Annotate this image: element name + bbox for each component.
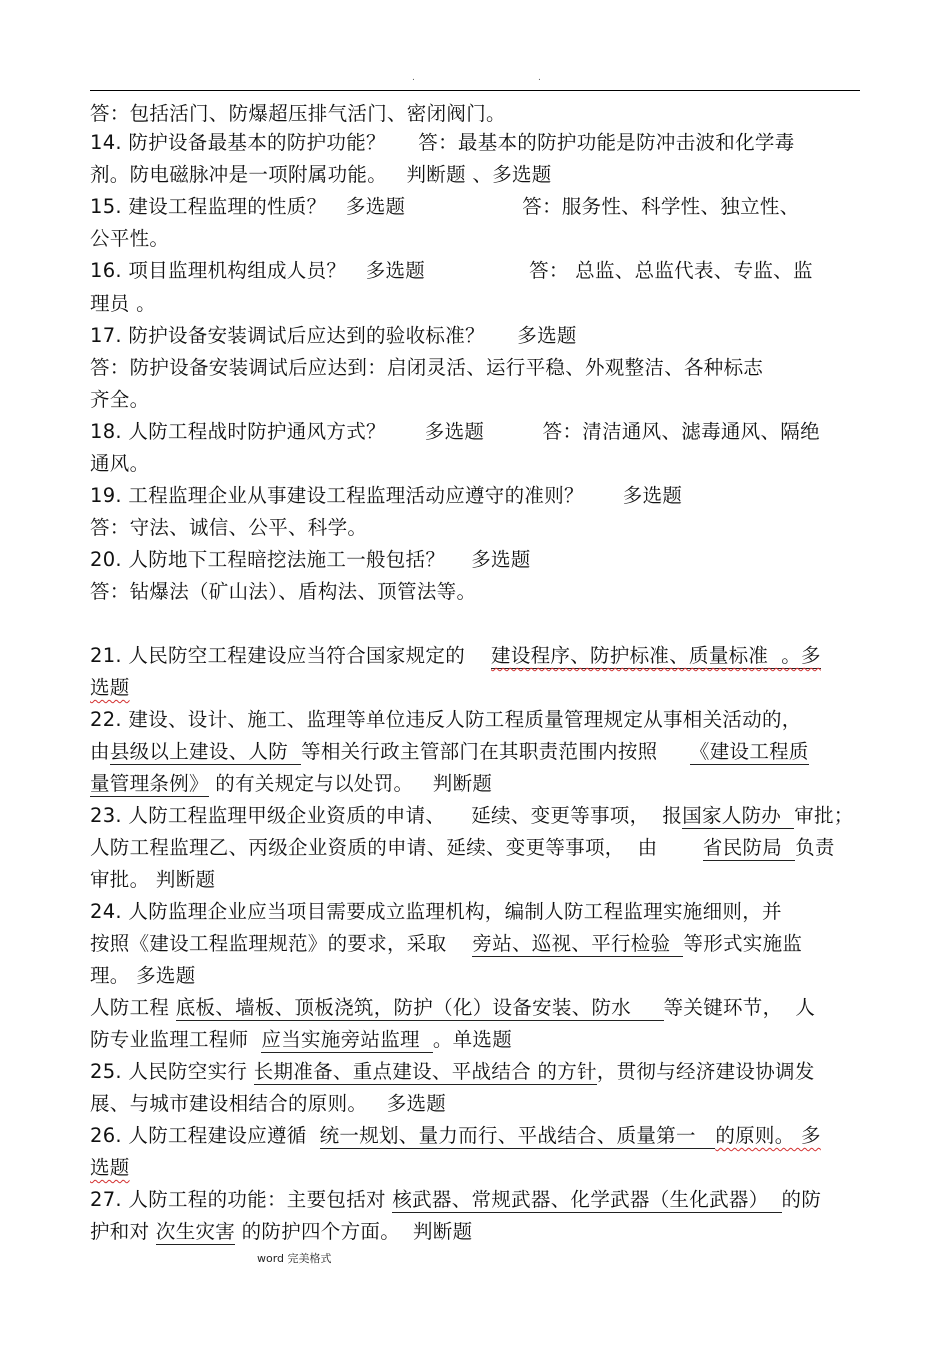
answer-blank: 统一规划、量力而行、平战结合、质量第一 xyxy=(319,1124,716,1147)
text-line xyxy=(90,801,854,831)
text-segment: 审批。 判断题 xyxy=(90,868,216,891)
header-rule xyxy=(90,90,860,91)
text-segment: 齐全。 xyxy=(90,388,150,411)
text-segment: 15. 建设工程监理的性质？ 多选题 答：服务性、科学性、独立性、 xyxy=(90,195,800,218)
text-line xyxy=(90,99,506,129)
text-line xyxy=(90,224,169,254)
text-line xyxy=(90,833,835,863)
answer-blank: 次生灾害 xyxy=(155,1220,236,1243)
text-segment: ，贯彻与经济建设协调发 xyxy=(596,1060,815,1083)
text-segment: 答：钻爆法（矿山法）、盾构法、顶管法等。 xyxy=(90,580,477,603)
text-segment: 的防 xyxy=(781,1188,822,1211)
text-segment: 。单选题 xyxy=(432,1028,513,1051)
text-line xyxy=(90,1121,821,1151)
text-segment: 20. 人防地下工程暗挖法施工一般包括？ 多选题 xyxy=(90,548,531,571)
text-segment: 等形式实施监 xyxy=(683,932,803,955)
text-segment: 人防工程 xyxy=(90,996,176,1019)
answer-blank: 建设程序、防护标准、质量标准 。多 xyxy=(491,644,821,667)
text-line xyxy=(90,1025,512,1055)
text-line xyxy=(90,289,156,319)
text-line xyxy=(90,513,367,543)
text-line xyxy=(90,993,815,1023)
text-line xyxy=(90,417,820,447)
answer-blank: 长期准备、重点建设、平战结合 的方针 xyxy=(253,1060,597,1083)
text-line xyxy=(90,737,809,767)
text-line xyxy=(90,449,149,479)
answer-blank: 县级以上建设、人防 xyxy=(109,740,302,763)
text-segment: 答：防护设备安装调试后应达到：启闭灵活、运行平稳、外观整洁、各种标志 xyxy=(90,356,764,379)
text-segment: 的有关规定与以处罚。 判断题 xyxy=(208,772,493,795)
text-line xyxy=(90,865,215,895)
text-segment: 21. 人民防空工程建设应当符合国家规定的 xyxy=(90,644,492,667)
answer-blank: 核武器、常规武器、化学武器（生化武器） xyxy=(392,1188,782,1211)
text-segment: 22. 建设、设计、施工、监理等单位违反人防工程质量管理规定从事相关活动的， xyxy=(90,708,802,731)
text-segment: 27. 人防工程的功能：主要包括对 xyxy=(90,1188,393,1211)
text-segment: 26. 人防工程建设应遵循 xyxy=(90,1124,320,1147)
text-segment: 的原则。 多 xyxy=(715,1124,821,1147)
text-line xyxy=(90,321,577,351)
text-segment: 等关键环节， 人 xyxy=(663,996,816,1019)
text-line xyxy=(90,1185,821,1215)
text-line xyxy=(90,481,682,511)
text-segment: 护和对 xyxy=(90,1220,156,1243)
text-segment: 剂。防电磁脉冲是一项附属功能。 判断题 、多选题 xyxy=(90,163,552,186)
header-dot: . xyxy=(412,73,415,83)
text-line xyxy=(90,961,196,991)
text-line xyxy=(90,1217,472,1247)
answer-blank: 旁站、巡视、平行检验 xyxy=(472,932,684,955)
answer-blank: 量管理条例》 xyxy=(90,772,209,795)
text-line xyxy=(90,385,149,415)
text-line xyxy=(90,545,531,575)
text-line xyxy=(90,160,552,190)
text-line xyxy=(90,192,799,222)
answer-blank: 《建设工程质 xyxy=(689,740,809,763)
text-line xyxy=(90,897,782,927)
answer-blank: 应当实施旁站监理 xyxy=(261,1028,433,1051)
text-segment: 负责 xyxy=(795,836,835,859)
text-line xyxy=(90,128,795,158)
text-segment: 公平性。 xyxy=(90,227,170,250)
text-segment: 理员 。 xyxy=(90,292,156,315)
text-segment: 通风。 xyxy=(90,452,150,475)
text-segment: 由 xyxy=(90,740,110,763)
text-segment: 答：守法、诚信、公平、科学。 xyxy=(90,516,368,539)
header-dot: . xyxy=(538,73,541,83)
text-segment: 24. 人防监理企业应当项目需要成立监理机构，编制人防工程监理实施细则，并 xyxy=(90,900,782,923)
text-line xyxy=(90,705,802,735)
answer-blank: 底板、墙板、顶板浇筑，防护（化）设备安装、防水 xyxy=(175,996,664,1019)
text-line xyxy=(90,1153,130,1183)
text-segment: 审批； xyxy=(794,804,854,827)
text-line xyxy=(90,929,802,959)
text-segment: 19. 工程监理企业从事建设工程监理活动应遵守的准则？ 多选题 xyxy=(90,484,683,507)
answer-blank: 省民防局 xyxy=(702,836,796,859)
answer-blank: 国家人防办 xyxy=(682,804,795,827)
text-line xyxy=(90,769,492,799)
text-line xyxy=(90,577,476,607)
text-segment: 选题 xyxy=(90,676,130,699)
text-line xyxy=(90,1057,815,1087)
text-segment: 理。 多选题 xyxy=(90,964,196,987)
text-segment: 23. 人防工程监理甲级企业资质的申请、 延续、变更等事项， 报 xyxy=(90,804,683,827)
text-segment: 25. 人民防空实行 xyxy=(90,1060,254,1083)
text-segment: 等相关行政主管部门在其职责范围内按照 xyxy=(301,740,690,763)
header-dots xyxy=(0,74,950,84)
text-line xyxy=(90,1089,446,1119)
page-footer: word 完美格式 xyxy=(257,1252,332,1265)
text-segment: 18. 人防工程战时防护通风方式？ 多选题 答：清洁通风、滤毒通风、隔绝 xyxy=(90,420,820,443)
text-line xyxy=(90,673,130,703)
text-segment: 14. 防护设备最基本的防护功能？ 答：最基本的防护功能是防冲击波和化学毒 xyxy=(90,131,795,154)
text-segment: 防专业监理工程师 xyxy=(90,1028,262,1051)
text-line xyxy=(90,256,813,286)
text-line xyxy=(90,641,821,671)
text-segment: 16. 项目监理机构组成人员？ 多选题 答： 总监、总监代表、专监、监 xyxy=(90,259,813,282)
text-segment: 人防工程监理乙、丙级企业资质的申请、延续、变更等事项， 由 xyxy=(90,836,703,859)
text-segment: 答：包括活门、防爆超压排气活门、密闭阀门。 xyxy=(90,102,506,125)
text-segment: 的防护四个方面。 判断题 xyxy=(235,1220,473,1243)
text-segment: 展、与城市建设相结合的原则。 多选题 xyxy=(90,1092,447,1115)
text-segment: 按照《建设工程监理规范》的要求，采取 xyxy=(90,932,473,955)
text-line xyxy=(90,353,763,383)
text-segment: 17. 防护设备安装调试后应达到的验收标准？ 多选题 xyxy=(90,324,577,347)
text-segment: 选题 xyxy=(90,1156,130,1179)
